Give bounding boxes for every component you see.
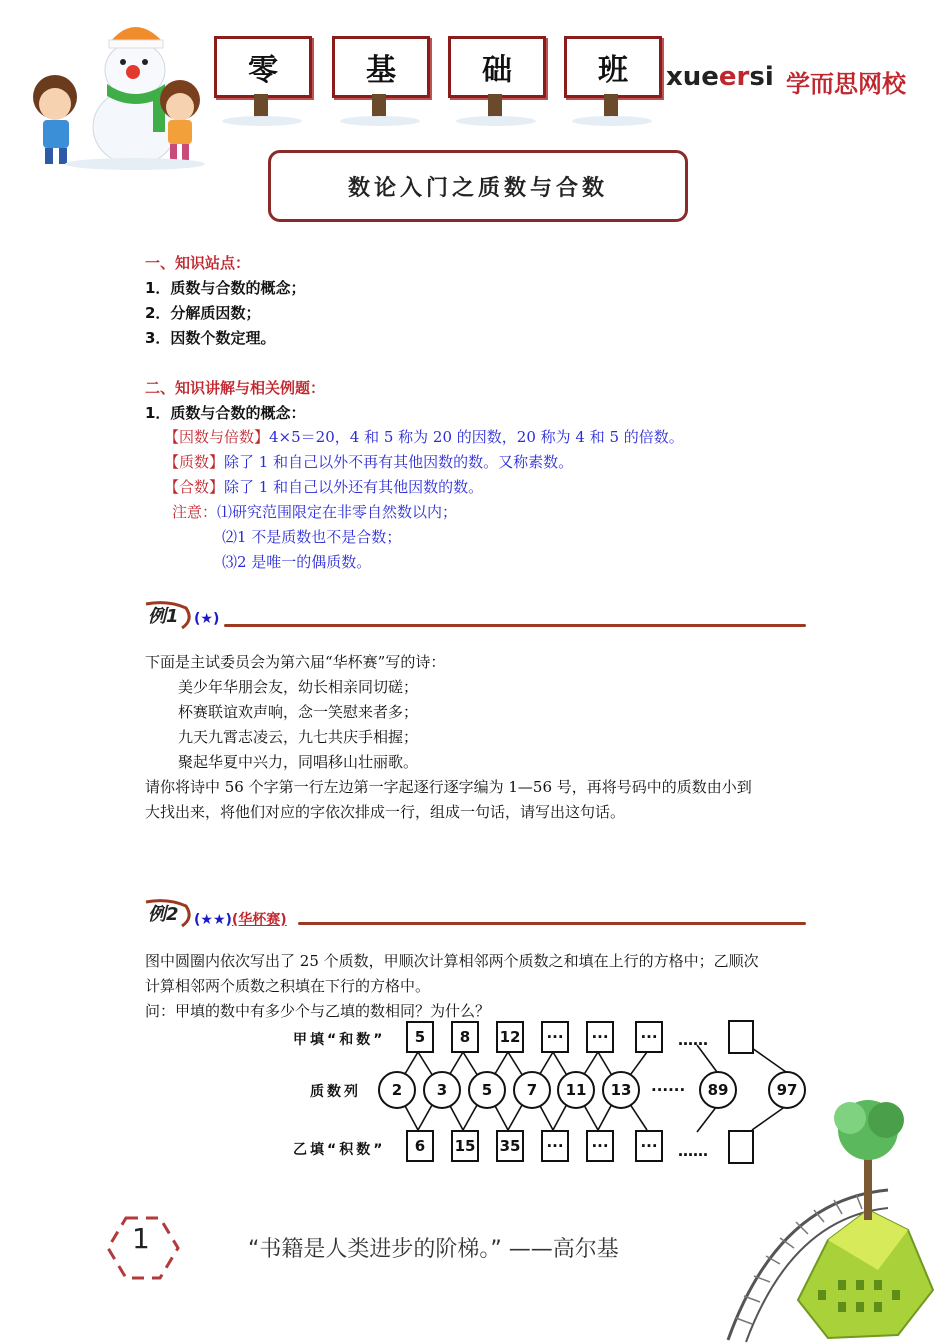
example-label: 例2 xyxy=(148,904,179,925)
product-box: 35 xyxy=(496,1130,524,1162)
footer-quote: “书籍是人类进步的阶梯。” ——高尔基 xyxy=(248,1237,619,1262)
list-item: 1．质数与合数的概念： xyxy=(145,404,306,422)
note-text: ⑴研究范围限定在非零自然数以内； xyxy=(217,503,458,521)
brand-en-part: si xyxy=(749,62,774,92)
product-box: ··· xyxy=(586,1130,614,1162)
sum-box: ··· xyxy=(635,1021,663,1053)
prime-circle: 7 xyxy=(513,1071,551,1109)
source-tag: (华杯赛) xyxy=(231,912,287,928)
poem-line: 杯赛联谊欢声响，念一笑慰来者多； xyxy=(178,703,419,721)
prime-circle: 97 xyxy=(768,1071,806,1109)
header-sign-3: 础 xyxy=(448,36,546,98)
ellipsis: …… xyxy=(678,1142,708,1160)
stars: (★★) xyxy=(194,912,232,928)
sum-box: 8 xyxy=(451,1021,479,1053)
definition-text: 4×5＝20，4 和 5 称为 20 的因数，20 称为 4 和 5 的倍数。 xyxy=(269,428,684,446)
example-text: 问：甲填的数中有多少个与乙填的数相同？为什么？ xyxy=(145,1002,491,1020)
example-question: 大找出来，将他们对应的字依次排成一行，组成一句话，请写出这句话。 xyxy=(145,803,626,821)
tree-bridge-illustration xyxy=(718,1090,950,1344)
list-item: 3．因数个数定理。 xyxy=(145,329,276,347)
definition-text: 除了 1 和自己以外不再有其他因数的数。又称素数。 xyxy=(224,453,574,471)
prime-circle: 3 xyxy=(423,1071,461,1109)
page-title: 数论入门之质数与合数 xyxy=(268,150,688,222)
prime-circle: 89 xyxy=(699,1071,737,1109)
header-sign-4: 班 xyxy=(564,36,662,98)
definition-tag: 【合数】 xyxy=(164,478,225,496)
poem-line: 美少年华朋会友，幼长相亲同切磋； xyxy=(178,678,419,696)
sum-box: 5 xyxy=(406,1021,434,1053)
product-box: 6 xyxy=(406,1130,434,1162)
brand-logo-cn: 学而思网校 xyxy=(786,70,906,98)
example-label: 例1 xyxy=(148,606,179,627)
sum-box: ··· xyxy=(586,1021,614,1053)
brand-en-part: er xyxy=(718,62,750,92)
definition-tag: 【质数】 xyxy=(164,453,225,471)
product-box: ··· xyxy=(635,1130,663,1162)
prime-circle: 11 xyxy=(557,1071,595,1109)
prime-circle: 5 xyxy=(468,1071,506,1109)
product-box: 15 xyxy=(451,1130,479,1162)
sum-box: ··· xyxy=(541,1021,569,1053)
example-question: 请你将诗中 56 个字第一行左边第一字起逐行逐字编为 1—56 号，再将号码中的质数由小到 xyxy=(145,778,752,796)
example-text: 图中圆圈内依次写出了 25 个质数，甲顺次计算相邻两个质数之和填在上行的方格中；乙顺次 xyxy=(145,952,759,970)
sum-box: 12 xyxy=(496,1021,524,1053)
header-sign-2: 基 xyxy=(332,36,430,98)
ellipsis: ······ xyxy=(651,1081,686,1099)
poem-line: 聚起华夏中兴力，同唱移山壮丽歌。 xyxy=(178,753,419,771)
list-item: 2．分解质因数； xyxy=(145,304,261,322)
row-label-primes: 质数列 xyxy=(310,1084,361,1100)
definition-text: 除了 1 和自己以外还有其他因数的数。 xyxy=(224,478,484,496)
ellipsis: …… xyxy=(678,1031,708,1049)
definition-tag: 【因数与倍数】 xyxy=(164,428,270,446)
prime-circle: 13 xyxy=(602,1071,640,1109)
section-heading: 二、知识讲解与相关例题： xyxy=(145,379,326,397)
note-label: 注意： xyxy=(172,503,218,521)
row-label-product: 乙填“积数” xyxy=(293,1142,386,1158)
page-number: 1 xyxy=(132,1222,150,1255)
list-item: 1．质数与合数的概念； xyxy=(145,279,306,297)
brand-en-part: xue xyxy=(666,62,719,92)
prime-circle: 2 xyxy=(378,1071,416,1109)
sum-box xyxy=(728,1020,754,1054)
example-text: 计算相邻两个质数之积填在下行的方格中。 xyxy=(145,977,431,995)
note-line: ⑵1 不是质数也不是合数； xyxy=(222,528,402,546)
header-sign-1: 零 xyxy=(214,36,312,98)
section-heading: 一、知识站点： xyxy=(145,254,251,272)
product-box: ··· xyxy=(541,1130,569,1162)
poem-line: 九天九霄志凌云，九七共庆手相握； xyxy=(178,728,419,746)
note-line: ⑶2 是唯一的偶质数。 xyxy=(222,553,372,571)
example-intro: 下面是主试委员会为第六届“华杯赛”写的诗： xyxy=(145,653,446,671)
row-label-sum: 甲填“和数” xyxy=(293,1032,386,1048)
difficulty-stars: (★) xyxy=(194,611,220,627)
